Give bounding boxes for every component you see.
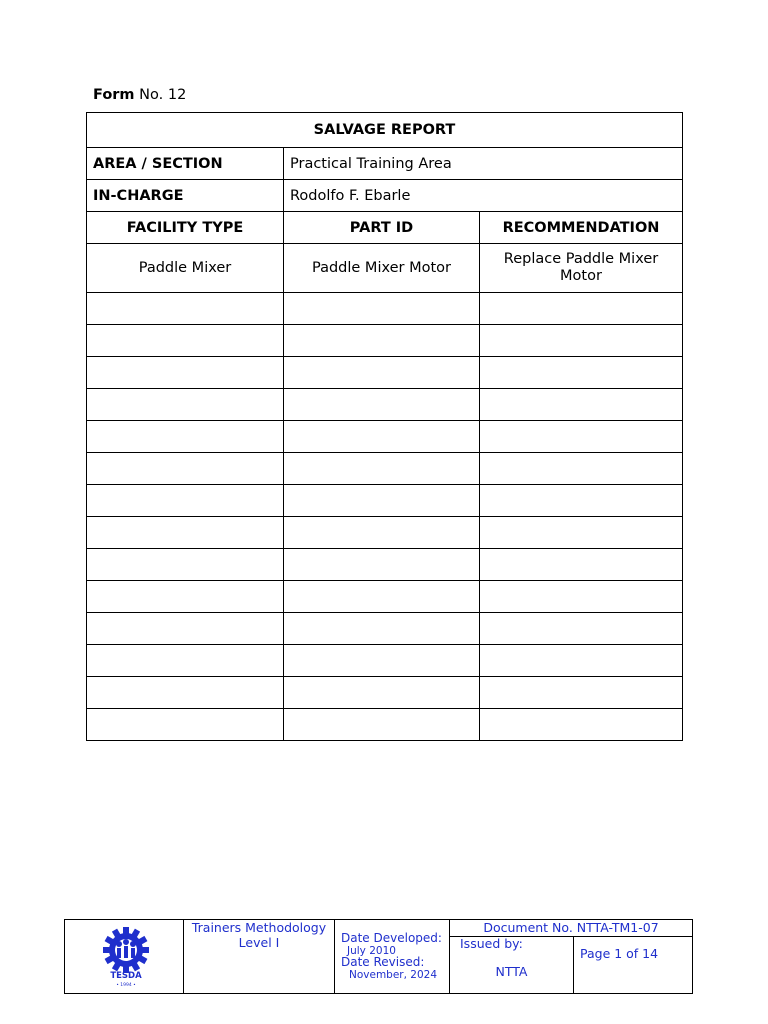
recommendation-cell <box>480 389 683 421</box>
part-id-cell <box>284 709 480 741</box>
form-number-label: Form <box>93 87 135 103</box>
facility-type-cell <box>87 485 284 517</box>
table-row <box>87 421 683 453</box>
recommendation-cell <box>480 549 683 581</box>
in-charge-value: Rodolfo F. Ebarle <box>284 180 683 212</box>
recommendation-cell <box>480 485 683 517</box>
part-id-cell <box>284 293 480 325</box>
table-row <box>87 389 683 421</box>
facility-type-cell <box>87 645 284 677</box>
date-revised-value: November, 2024 <box>349 969 438 981</box>
recommendation-cell <box>480 453 683 485</box>
part-id-cell <box>284 325 480 357</box>
recommendation-cell <box>480 645 683 677</box>
date-developed-label: Date Developed: <box>341 931 442 945</box>
part-id-cell <box>284 453 480 485</box>
document-number: Document No. NTTA-TM1-07 <box>450 920 692 937</box>
facility-type-cell <box>87 709 284 741</box>
issued-by-label: Issued by: <box>460 936 523 951</box>
logo-text: TESDA <box>110 971 142 981</box>
facility-type-cell <box>87 325 284 357</box>
part-id-cell <box>284 613 480 645</box>
table-row <box>87 645 683 677</box>
page-cell <box>574 936 692 993</box>
table-row <box>87 549 683 581</box>
table-row <box>87 244 683 293</box>
table-row <box>87 453 683 485</box>
recommendation-cell <box>480 517 683 549</box>
facility-type-cell <box>87 453 284 485</box>
part-id-cell: Paddle Mixer Motor <box>284 244 480 293</box>
column-header-part-id: PART ID <box>284 212 480 244</box>
footer-doc-cell <box>450 920 692 993</box>
recommendation-cell <box>480 325 683 357</box>
issued-by-cell <box>450 936 574 993</box>
recommendation-cell <box>480 421 683 453</box>
facility-type-cell <box>87 389 284 421</box>
page-number: Page 1 of 14 <box>580 946 659 961</box>
area-section-label: AREA / SECTION <box>87 148 284 180</box>
facility-type-cell: Paddle Mixer <box>87 244 284 293</box>
facility-type-cell <box>87 293 284 325</box>
table-row <box>87 709 683 741</box>
table-row <box>87 293 683 325</box>
recommendation-cell <box>480 677 683 709</box>
issued-by-value: NTTA <box>495 964 528 979</box>
form-number-value: No. 12 <box>134 87 187 103</box>
facility-type-cell <box>87 581 284 613</box>
recommendation-cell <box>480 581 683 613</box>
table-row <box>87 613 683 645</box>
table-row <box>87 357 683 389</box>
area-section-value: Practical Training Area <box>284 148 683 180</box>
part-id-cell <box>284 517 480 549</box>
column-header-recommendation: RECOMMENDATION <box>480 212 683 244</box>
table-row <box>87 677 683 709</box>
part-id-cell <box>284 485 480 517</box>
recommendation-cell <box>480 357 683 389</box>
logo-year: • 1994 • <box>116 983 136 988</box>
document-footer <box>64 919 693 994</box>
part-id-cell <box>284 357 480 389</box>
footer-dates-cell <box>335 920 450 993</box>
facility-type-cell <box>87 421 284 453</box>
part-id-cell <box>284 645 480 677</box>
recommendation-cell <box>480 613 683 645</box>
part-id-cell <box>284 677 480 709</box>
facility-type-cell <box>87 357 284 389</box>
part-id-cell <box>284 421 480 453</box>
in-charge-label: IN-CHARGE <box>87 180 284 212</box>
facility-type-cell <box>87 613 284 645</box>
footer-logo-cell <box>65 920 184 993</box>
date-developed-value: July 2010 <box>347 945 396 957</box>
report-title: SALVAGE REPORT <box>87 113 683 148</box>
table-row <box>87 517 683 549</box>
date-revised-label: Date Revised: <box>341 955 425 969</box>
table-row <box>87 325 683 357</box>
table-row <box>87 485 683 517</box>
tesda-logo-icon <box>101 926 151 990</box>
salvage-report-table <box>86 112 683 741</box>
part-id-cell <box>284 549 480 581</box>
recommendation-cell <box>480 293 683 325</box>
facility-type-cell <box>87 549 284 581</box>
part-id-cell <box>284 581 480 613</box>
course-title: Trainers Methodology Level I <box>191 920 327 950</box>
part-id-cell <box>284 389 480 421</box>
recommendation-cell <box>480 709 683 741</box>
footer-title-cell <box>184 920 335 993</box>
facility-type-cell <box>87 517 284 549</box>
table-row <box>87 581 683 613</box>
column-header-facility-type: FACILITY TYPE <box>87 212 284 244</box>
facility-type-cell <box>87 677 284 709</box>
recommendation-cell: Replace Paddle Mixer Motor <box>480 244 683 293</box>
form-number <box>93 87 186 103</box>
